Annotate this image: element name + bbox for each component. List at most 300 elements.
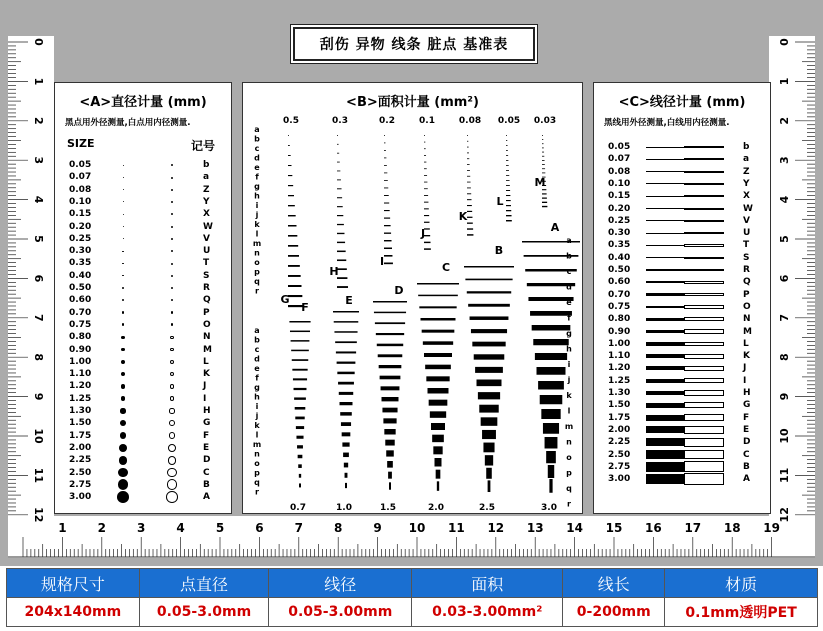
h-ruler-number: 18 bbox=[723, 521, 741, 535]
black-line bbox=[646, 147, 684, 148]
dot-size-label: 0.08 bbox=[69, 184, 92, 195]
area-mark bbox=[467, 176, 470, 177]
black-dot bbox=[121, 396, 126, 401]
area-mark bbox=[337, 144, 339, 145]
dot-size-label: 0.05 bbox=[69, 160, 92, 170]
dot-code-label: G bbox=[203, 418, 211, 429]
black-line bbox=[646, 342, 684, 346]
area-value-bottom: 2.5 bbox=[479, 503, 495, 513]
area-mark bbox=[288, 145, 290, 146]
dot-code-label: S bbox=[203, 270, 210, 281]
black-line bbox=[646, 171, 684, 172]
area-row-letter: a bbox=[254, 326, 260, 335]
area-mark bbox=[542, 143, 544, 144]
area-mark bbox=[467, 153, 469, 154]
h-ruler-number: 17 bbox=[684, 521, 702, 535]
white-dot bbox=[170, 384, 175, 389]
area-mark bbox=[340, 402, 353, 405]
area-mark bbox=[337, 251, 346, 253]
dot-size-label: 0.20 bbox=[69, 221, 92, 232]
white-line bbox=[684, 158, 724, 160]
area-mark bbox=[387, 461, 393, 468]
line-width-label: 0.30 bbox=[608, 228, 631, 239]
line-code-label: Y bbox=[743, 178, 750, 189]
area-mark bbox=[299, 483, 301, 487]
dot-code-label: Y bbox=[203, 196, 210, 207]
area-mark bbox=[384, 248, 392, 250]
area-mark bbox=[435, 458, 442, 467]
area-row-letter: c bbox=[254, 144, 260, 153]
v-ruler-number-left: 7 bbox=[32, 313, 45, 322]
area-row-letter: o bbox=[254, 459, 260, 468]
black-dot bbox=[118, 468, 128, 478]
black-dot bbox=[122, 251, 123, 252]
area-mark bbox=[336, 351, 356, 353]
area-mark bbox=[467, 147, 469, 148]
line-width-label: 1.10 bbox=[608, 351, 631, 362]
white-dot bbox=[168, 444, 176, 452]
white-dot bbox=[167, 468, 177, 478]
line-code-label: a bbox=[743, 154, 750, 165]
area-mark bbox=[426, 376, 449, 381]
area-mark bbox=[385, 440, 394, 446]
area-mark bbox=[299, 474, 301, 478]
area-mark bbox=[546, 451, 556, 463]
h-ruler-number: 1 bbox=[58, 521, 67, 535]
area-row-letter: o bbox=[254, 258, 260, 267]
white-dot bbox=[169, 432, 176, 439]
dot-code-label: T bbox=[203, 258, 210, 269]
black-line bbox=[646, 426, 684, 433]
area-mark bbox=[334, 321, 359, 323]
area-mark bbox=[288, 205, 295, 206]
area-mark bbox=[290, 331, 310, 333]
dot-size-label: 1.30 bbox=[69, 406, 92, 416]
white-dot bbox=[166, 491, 178, 503]
area-row-letter: f bbox=[255, 172, 259, 182]
area-mark bbox=[478, 392, 500, 399]
white-dot bbox=[171, 177, 173, 179]
black-dot bbox=[122, 311, 125, 314]
dot-code-label: R bbox=[203, 283, 210, 293]
area-mark bbox=[333, 311, 359, 313]
area-mark bbox=[549, 479, 552, 493]
area-mark bbox=[337, 362, 356, 364]
white-line bbox=[684, 473, 724, 485]
area-mark bbox=[467, 170, 470, 171]
area-mark bbox=[506, 155, 508, 156]
area-mark bbox=[384, 429, 395, 435]
area-mark bbox=[382, 408, 397, 413]
line-width-label: 2.00 bbox=[608, 424, 631, 435]
white-line bbox=[684, 232, 724, 234]
area-mark bbox=[339, 392, 353, 395]
area-row-letter: m bbox=[252, 440, 262, 449]
area-mark bbox=[424, 215, 429, 216]
area-mark bbox=[384, 263, 393, 265]
area-mark bbox=[542, 164, 545, 165]
area-value-top: 0.3 bbox=[332, 116, 348, 126]
h-ruler-number: 2 bbox=[97, 521, 106, 535]
line-code-label: B bbox=[743, 461, 750, 472]
spec-header-cell: 材质 bbox=[665, 569, 818, 598]
panel-a-note: 黑点用外径测量,白点用内径测量. bbox=[65, 118, 191, 128]
area-mark bbox=[384, 210, 390, 211]
white-line bbox=[684, 354, 724, 359]
area-mark bbox=[381, 386, 400, 390]
line-width-label: 1.00 bbox=[608, 338, 631, 349]
line-width-label: 0.50 bbox=[608, 265, 631, 275]
area-value-bottom: 1.0 bbox=[336, 503, 352, 513]
area-mark bbox=[467, 228, 473, 229]
area-group-label: L bbox=[496, 195, 504, 208]
area-mark bbox=[506, 185, 510, 186]
area-row-letter: k bbox=[566, 391, 572, 400]
area-mark bbox=[532, 325, 571, 331]
white-line bbox=[684, 146, 724, 148]
area-mark bbox=[424, 202, 428, 203]
v-ruler-number-right: 11 bbox=[778, 467, 791, 484]
v-ruler-number-left: 9 bbox=[32, 392, 45, 401]
line-code-label: N bbox=[743, 314, 751, 325]
dot-size-label: 1.25 bbox=[69, 393, 92, 404]
line-code-label: O bbox=[743, 301, 751, 312]
white-dot bbox=[171, 201, 173, 203]
dot-size-label: 3.00 bbox=[69, 492, 92, 503]
area-group-label: G bbox=[280, 293, 290, 306]
line-code-label: A bbox=[743, 474, 750, 485]
line-width-label: 1.50 bbox=[608, 400, 631, 411]
dot-code-label: K bbox=[203, 369, 210, 380]
area-value-top: 0.05 bbox=[497, 116, 521, 126]
area-mark bbox=[288, 225, 297, 227]
area-mark bbox=[483, 443, 494, 453]
line-width-label: 0.25 bbox=[608, 215, 631, 226]
area-mark bbox=[467, 205, 472, 206]
area-mark bbox=[291, 340, 310, 342]
h-ruler-number: 9 bbox=[373, 521, 382, 535]
area-mark bbox=[475, 367, 503, 373]
white-dot bbox=[171, 250, 173, 252]
h-ruler-number: 3 bbox=[137, 521, 146, 535]
area-mark bbox=[288, 285, 302, 287]
area-mark bbox=[288, 185, 293, 186]
area-mark bbox=[548, 465, 554, 478]
white-line bbox=[684, 378, 724, 383]
line-code-label: W bbox=[743, 203, 753, 214]
area-mark bbox=[506, 220, 512, 221]
white-dot bbox=[171, 323, 174, 326]
dot-size-label: 0.75 bbox=[69, 319, 92, 330]
v-ruler-number-left: 3 bbox=[32, 156, 45, 165]
area-mark bbox=[467, 135, 468, 136]
area-mark bbox=[538, 381, 564, 390]
black-line bbox=[646, 220, 684, 221]
panel-area bbox=[242, 82, 583, 514]
dot-size-label: 2.25 bbox=[69, 455, 92, 466]
area-mark bbox=[542, 189, 546, 190]
area-mark bbox=[467, 223, 473, 224]
black-line bbox=[646, 391, 684, 396]
black-dot bbox=[121, 372, 125, 376]
area-mark bbox=[288, 275, 301, 277]
line-width-label: 0.40 bbox=[608, 252, 631, 263]
dot-code-label: a bbox=[203, 172, 210, 183]
white-line bbox=[684, 366, 724, 371]
area-mark bbox=[424, 168, 427, 169]
area-group-label: H bbox=[329, 265, 339, 278]
black-dot bbox=[123, 214, 124, 215]
dot-size-label: 0.35 bbox=[69, 258, 92, 269]
black-dot bbox=[123, 201, 124, 202]
line-code-label: M bbox=[743, 326, 752, 337]
spec-value-cell: 204x140mm bbox=[7, 598, 140, 627]
area-mark bbox=[288, 295, 302, 297]
area-mark bbox=[338, 382, 354, 385]
area-mark bbox=[337, 153, 339, 154]
area-row-letter: i bbox=[255, 402, 259, 411]
area-mark bbox=[542, 168, 545, 169]
area-mark bbox=[424, 222, 429, 223]
area-mark bbox=[431, 423, 445, 430]
area-mark bbox=[294, 388, 307, 390]
spec-header-row bbox=[7, 569, 818, 598]
area-mark bbox=[541, 409, 560, 419]
area-row-letter: g bbox=[254, 182, 260, 191]
line-code-label: X bbox=[743, 191, 750, 202]
dot-size-label: 0.25 bbox=[69, 233, 92, 244]
black-line bbox=[646, 354, 684, 358]
black-dot bbox=[117, 491, 129, 503]
dot-code-label: H bbox=[203, 406, 211, 416]
black-line bbox=[646, 474, 684, 485]
black-line bbox=[646, 415, 684, 421]
area-mark bbox=[292, 359, 308, 361]
area-row-letter: c bbox=[566, 267, 572, 276]
area-row-letter: j bbox=[255, 210, 259, 220]
area-mark bbox=[535, 353, 567, 360]
area-mark bbox=[485, 455, 493, 465]
line-code-label: S bbox=[743, 252, 750, 263]
area-mark bbox=[425, 365, 451, 370]
area-mark bbox=[384, 173, 387, 174]
area-group-label: K bbox=[458, 210, 468, 223]
dot-size-label: 0.15 bbox=[69, 209, 92, 220]
h-ruler-number: 11 bbox=[448, 521, 465, 535]
line-width-label: 0.07 bbox=[608, 154, 631, 165]
h-ruler-number: 19 bbox=[763, 521, 780, 535]
black-dot bbox=[119, 444, 127, 452]
area-mark bbox=[486, 468, 492, 479]
area-row-letter: a bbox=[254, 125, 260, 134]
line-width-label: 0.80 bbox=[608, 314, 631, 325]
line-width-label: 2.75 bbox=[608, 461, 631, 472]
area-row-letter: k bbox=[254, 421, 260, 430]
area-mark bbox=[506, 210, 511, 211]
area-mark bbox=[296, 436, 303, 439]
area-mark bbox=[471, 329, 507, 333]
code-header: 记号 bbox=[191, 139, 216, 153]
line-width-label: 1.25 bbox=[608, 375, 631, 386]
area-row-letter: h bbox=[566, 344, 572, 354]
area-row-letter: m bbox=[564, 422, 574, 431]
area-mark bbox=[428, 388, 449, 394]
area-mark bbox=[384, 240, 392, 241]
dot-code-label: L bbox=[203, 356, 209, 367]
area-group-label: F bbox=[301, 301, 309, 314]
line-code-label: G bbox=[743, 400, 751, 411]
black-dot bbox=[123, 226, 124, 227]
area-mark bbox=[380, 376, 401, 380]
black-line bbox=[646, 269, 684, 271]
white-line bbox=[684, 438, 724, 447]
area-mark bbox=[417, 283, 459, 285]
dot-code-label: b bbox=[203, 160, 210, 170]
area-mark bbox=[543, 423, 559, 434]
area-mark bbox=[292, 369, 307, 371]
area-row-letter: a bbox=[566, 236, 572, 245]
area-mark bbox=[506, 150, 508, 151]
area-mark bbox=[424, 155, 426, 156]
area-mark bbox=[337, 179, 341, 180]
area-mark bbox=[340, 412, 352, 416]
area-row-letter: g bbox=[566, 329, 572, 338]
left-ruler-strip bbox=[8, 36, 54, 556]
black-dot bbox=[123, 189, 124, 190]
v-ruler-number-left: 10 bbox=[32, 428, 45, 444]
area-value-top: 0.03 bbox=[533, 116, 557, 126]
white-line bbox=[684, 426, 724, 434]
area-mark bbox=[337, 233, 344, 234]
area-row-letter: e bbox=[254, 163, 260, 172]
black-line bbox=[646, 183, 684, 184]
panel-c-title: <C>线径计量 (mm) bbox=[618, 95, 746, 110]
v-ruler-number-right: 9 bbox=[778, 392, 791, 401]
area-mark bbox=[477, 380, 502, 387]
white-dot bbox=[171, 213, 173, 215]
area-mark bbox=[389, 482, 391, 489]
area-mark bbox=[384, 188, 388, 189]
area-mark bbox=[429, 400, 448, 406]
area-row-letter: r bbox=[255, 286, 259, 296]
black-line bbox=[646, 306, 684, 309]
black-dot bbox=[122, 275, 124, 277]
spec-value-cell: 0.05-3.00mm bbox=[269, 598, 412, 627]
v-ruler-number-right: 5 bbox=[778, 235, 791, 243]
area-mark bbox=[342, 432, 351, 436]
area-mark bbox=[337, 188, 342, 189]
white-dot bbox=[170, 360, 174, 364]
area-mark bbox=[542, 139, 543, 140]
black-dot bbox=[120, 432, 127, 439]
panel-b-title: <B>面积计量 (mm²) bbox=[346, 95, 479, 110]
line-width-label: 0.60 bbox=[608, 277, 631, 288]
line-width-label: 0.15 bbox=[608, 191, 631, 202]
black-line bbox=[646, 403, 684, 408]
line-code-label: D bbox=[743, 437, 751, 448]
area-mark bbox=[337, 171, 340, 172]
line-code-label: F bbox=[743, 412, 750, 423]
line-width-label: 1.30 bbox=[608, 388, 631, 398]
area-mark bbox=[345, 483, 347, 488]
area-row-letter: q bbox=[254, 277, 260, 286]
black-dot bbox=[122, 263, 123, 264]
line-code-label: K bbox=[743, 351, 750, 362]
spec-header-cell: 规格尺寸 bbox=[7, 569, 140, 598]
area-mark bbox=[474, 354, 505, 359]
dot-code-label: D bbox=[203, 455, 211, 466]
area-mark bbox=[424, 135, 425, 136]
white-line bbox=[684, 342, 724, 347]
black-dot bbox=[121, 336, 124, 339]
area-mark bbox=[337, 224, 344, 225]
area-row-letter: e bbox=[566, 298, 572, 307]
area-mark bbox=[419, 306, 456, 308]
area-mark bbox=[384, 218, 390, 219]
v-ruler-number-right: 1 bbox=[778, 77, 791, 86]
black-line bbox=[646, 450, 684, 459]
area-mark bbox=[295, 407, 306, 410]
dot-size-label: 1.10 bbox=[69, 369, 92, 380]
area-mark bbox=[337, 197, 342, 198]
area-mark bbox=[298, 464, 302, 468]
black-dot bbox=[123, 165, 124, 166]
line-width-label: 1.75 bbox=[608, 412, 631, 423]
area-mark bbox=[386, 450, 394, 456]
area-mark bbox=[533, 339, 568, 345]
area-mark bbox=[468, 304, 510, 307]
area-mark bbox=[423, 341, 453, 345]
area-row-letter: e bbox=[254, 364, 260, 373]
black-line bbox=[646, 293, 684, 295]
spec-table bbox=[6, 568, 818, 627]
area-mark bbox=[379, 365, 402, 368]
spec-value-cell: 0.05-3.0mm bbox=[139, 598, 269, 627]
area-row-letter: l bbox=[255, 430, 259, 440]
area-mark bbox=[288, 235, 297, 237]
area-group-label: A bbox=[550, 221, 560, 234]
black-dot bbox=[121, 348, 125, 352]
white-line bbox=[684, 220, 724, 222]
area-mark bbox=[433, 446, 442, 454]
black-line bbox=[646, 196, 684, 197]
area-mark bbox=[506, 190, 510, 191]
area-mark bbox=[337, 242, 345, 243]
spec-value-cell: 0-200mm bbox=[563, 598, 665, 627]
dot-size-label: 0.50 bbox=[69, 283, 92, 293]
line-code-label: Q bbox=[743, 277, 751, 288]
line-code-label: J bbox=[743, 363, 747, 374]
white-dot bbox=[168, 456, 177, 465]
area-mark bbox=[384, 195, 389, 196]
line-width-label: 2.25 bbox=[608, 437, 631, 448]
white-line bbox=[684, 208, 724, 210]
area-mark bbox=[296, 426, 304, 429]
white-dot bbox=[171, 164, 173, 166]
area-mark bbox=[506, 165, 509, 166]
line-code-label: b bbox=[743, 142, 750, 152]
white-line bbox=[684, 329, 724, 333]
area-mark bbox=[506, 200, 511, 201]
area-mark bbox=[384, 180, 388, 181]
v-ruler-number-left: 6 bbox=[32, 274, 45, 283]
black-line bbox=[646, 245, 684, 246]
area-mark bbox=[288, 165, 292, 166]
v-ruler-number-right: 10 bbox=[778, 428, 791, 444]
area-value-bottom: 2.0 bbox=[428, 503, 444, 513]
area-row-letter: o bbox=[566, 453, 572, 462]
area-row-letter: h bbox=[254, 392, 260, 402]
